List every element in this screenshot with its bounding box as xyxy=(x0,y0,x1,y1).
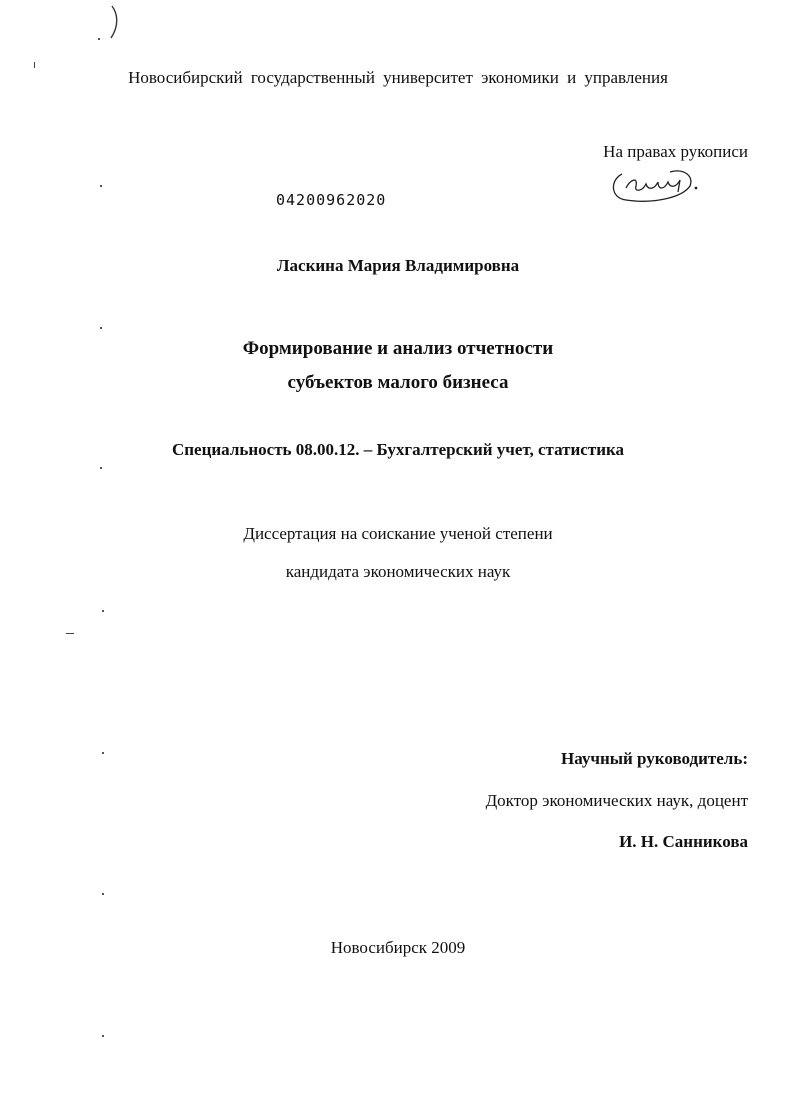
author-name: Ласкина Мария Владимировна xyxy=(276,256,520,275)
scan-speck xyxy=(100,467,102,469)
dissertation-title-line-2: субъектов малого бизнеса xyxy=(287,372,509,393)
scan-speck xyxy=(66,633,74,634)
supervisor-name: И. Н. Санникова xyxy=(619,832,748,851)
registration-number: 04200962020 xyxy=(276,191,387,209)
degree-line-1: Диссертация на соискание ученой степени xyxy=(243,524,553,543)
university-name: Новосибирский государственный университет экономики и управления xyxy=(128,68,668,87)
scan-speck xyxy=(102,893,104,895)
supervisor-degree: Доктор экономических наук, доцент xyxy=(485,791,748,810)
dissertation-title-line-1: Формирование и анализ отчетности xyxy=(242,338,554,359)
specialty: Специальность 08.00.12. – Бухгалтерский учет, статистика xyxy=(171,440,625,459)
degree-line-2: кандидата экономических наук xyxy=(285,562,511,581)
handwritten-signature xyxy=(608,162,700,210)
scan-speck xyxy=(100,185,102,187)
scan-speck xyxy=(100,327,102,329)
corner-pen-mark xyxy=(108,4,122,40)
scan-speck xyxy=(102,610,104,612)
manuscript-note: На правах рукописи xyxy=(603,142,748,161)
supervisor-heading: Научный руководитель: xyxy=(561,749,748,768)
scan-speck xyxy=(98,38,100,40)
city-year: Новосибирск 2009 xyxy=(330,938,466,957)
scan-speck xyxy=(102,752,104,754)
scan-speck xyxy=(102,1035,104,1037)
